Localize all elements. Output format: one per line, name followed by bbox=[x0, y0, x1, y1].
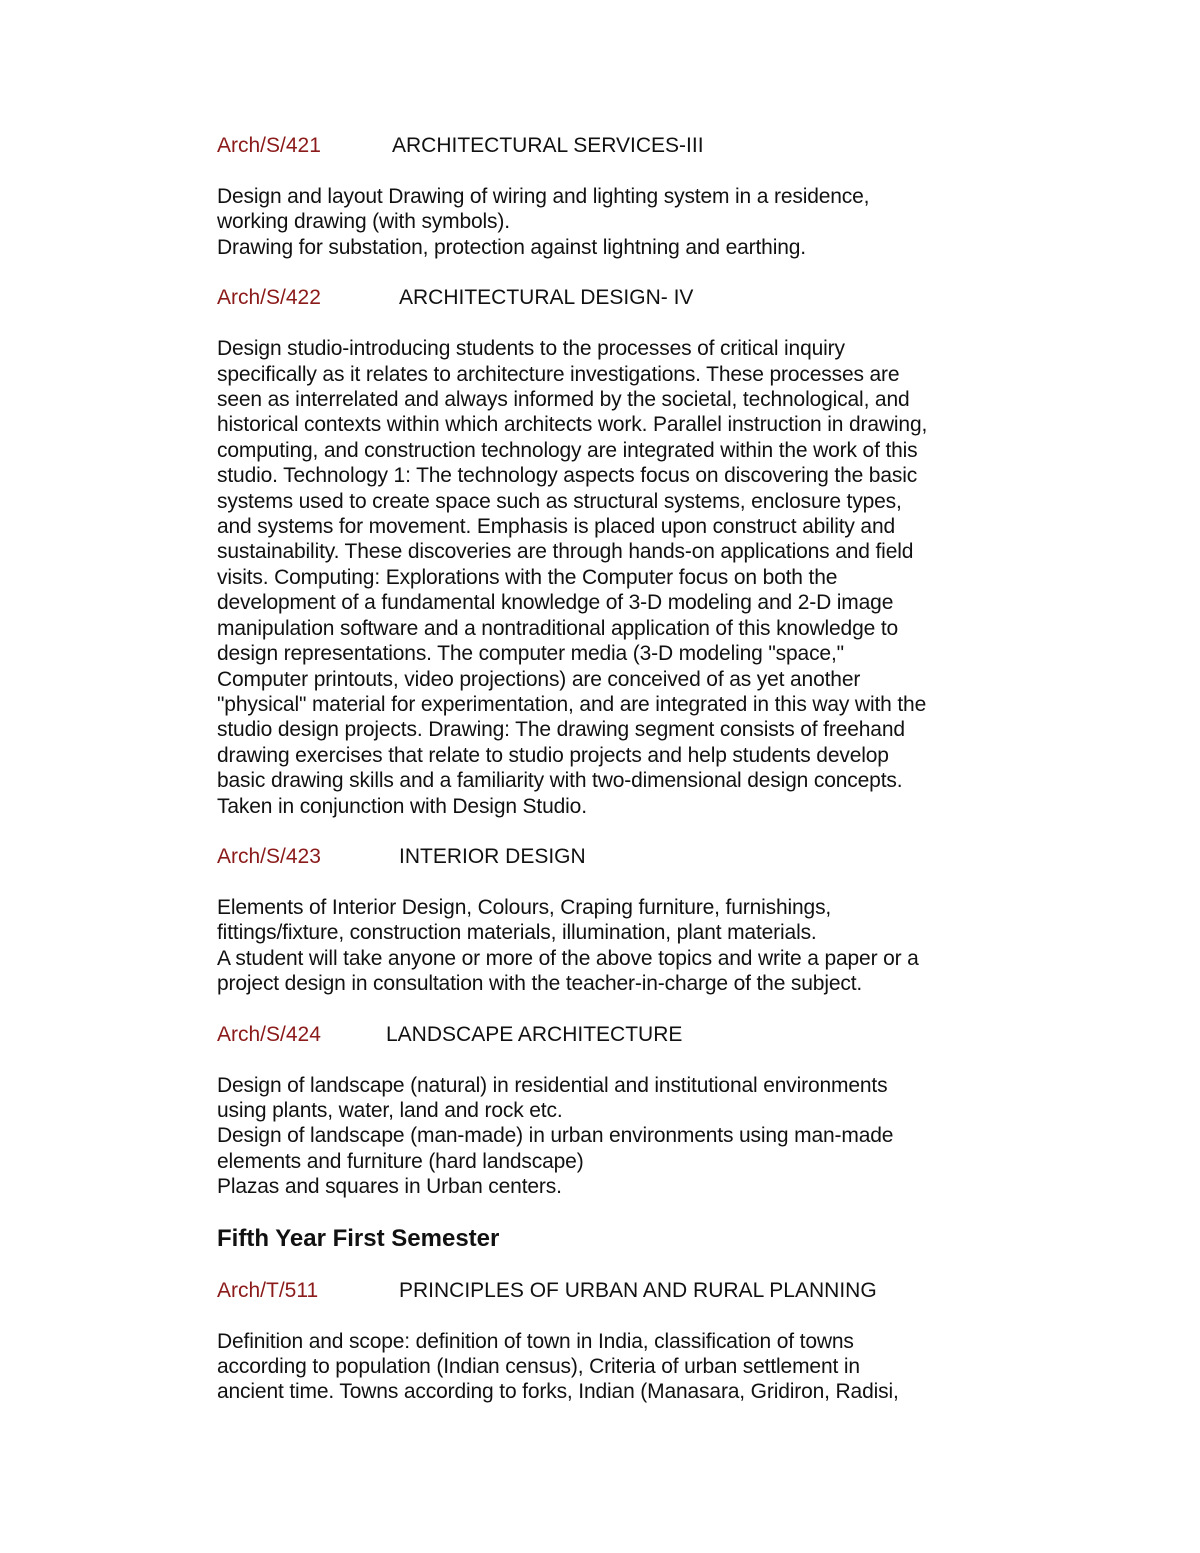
course-title: PRINCIPLES OF URBAN AND RURAL PLANNING bbox=[399, 1278, 877, 1302]
course-title: ARCHITECTURAL DESIGN- IV bbox=[399, 286, 694, 310]
course-code: Arch/S/423 bbox=[217, 844, 321, 868]
course-header bbox=[217, 1022, 1017, 1048]
course-header bbox=[217, 1278, 1017, 1304]
course-description: Definition and scope: definition of town in India, classification of towns according to population (Indian census), Criteria of urban settlement in ancient time. Towns according to forks, Indian (Manasara, Gridiron, Radisi, bbox=[217, 1329, 899, 1404]
course-description: Design of landscape (natural) in residential and institutional environments using plants, water, land and rock etc. Design of landscape (man-made) in urban environments using man-made elements and furniture (hard landscape) Plazas and squares in Urban centers. bbox=[217, 1073, 894, 1199]
course-code: Arch/S/421 bbox=[217, 134, 321, 157]
course-title: LANDSCAPE ARCHITECTURE bbox=[386, 1022, 683, 1046]
course-block bbox=[217, 1022, 1017, 1200]
page-content bbox=[217, 133, 1017, 1405]
course-description: Design and layout Drawing of wiring and lighting system in a residence, working drawing (with symbols). Drawing for substation, protection against lightning and earthing. bbox=[217, 185, 870, 259]
course-title: ARCHITECTURAL SERVICES-III bbox=[392, 134, 704, 157]
course-block bbox=[217, 844, 1017, 997]
course-header bbox=[217, 285, 1017, 311]
course-code: Arch/T/511 bbox=[217, 1278, 319, 1302]
course-block bbox=[217, 1278, 1017, 1405]
course-description: Elements of Interior Design, Colours, Craping furniture, furnishings, fittings/fixture, construction materials, illumination, plant materials. A student will take anyone or more of the above topics and write a paper or a project design in consultation with the teacher-in-charge of the subject. bbox=[217, 895, 919, 996]
course-description: Design studio-introducing students to the processes of critical inquiry specifically as it relates to architecture investigations. These processes are seen as interrelated and always informed by the societal, technological, and historical contexts within which architects work. Parallel instruction in drawing, computing, and construction technology are integrated within the work of this studio. Technology 1: The technology aspects focus on discovering the basic systems used to create space such as structural systems, enclosure types, and systems for movement. Emphasis is placed upon construct ability and sustainability. These discoveries are through hands-on applications and field visits. Computing: Explorations with the Computer focus on both the development of a fundamental knowledge of 3-D modeling and 2-D image manipulation software and a nontraditional application of this knowledge to design representations. The computer media (3-D modeling "space," Computer printouts, video projections) are conceived of as yet another "physical" material for experimentation, and are integrated in this way with the studio design projects. Drawing: The drawing segment consists of freehand drawing exercises that relate to studio projects and help students develop basic drawing skills and a familiarity with two-dimensional design concepts. Taken in conjunction with Design Studio. bbox=[217, 337, 928, 818]
course-title: INTERIOR DESIGN bbox=[399, 844, 586, 868]
course-block bbox=[217, 285, 1017, 819]
course-block bbox=[217, 133, 1017, 260]
course-header bbox=[217, 844, 1017, 870]
course-code: Arch/S/424 bbox=[217, 1022, 321, 1046]
course-header bbox=[217, 133, 1017, 159]
course-code: Arch/S/422 bbox=[217, 286, 321, 310]
section-heading: Fifth Year First Semester bbox=[217, 1224, 500, 1252]
